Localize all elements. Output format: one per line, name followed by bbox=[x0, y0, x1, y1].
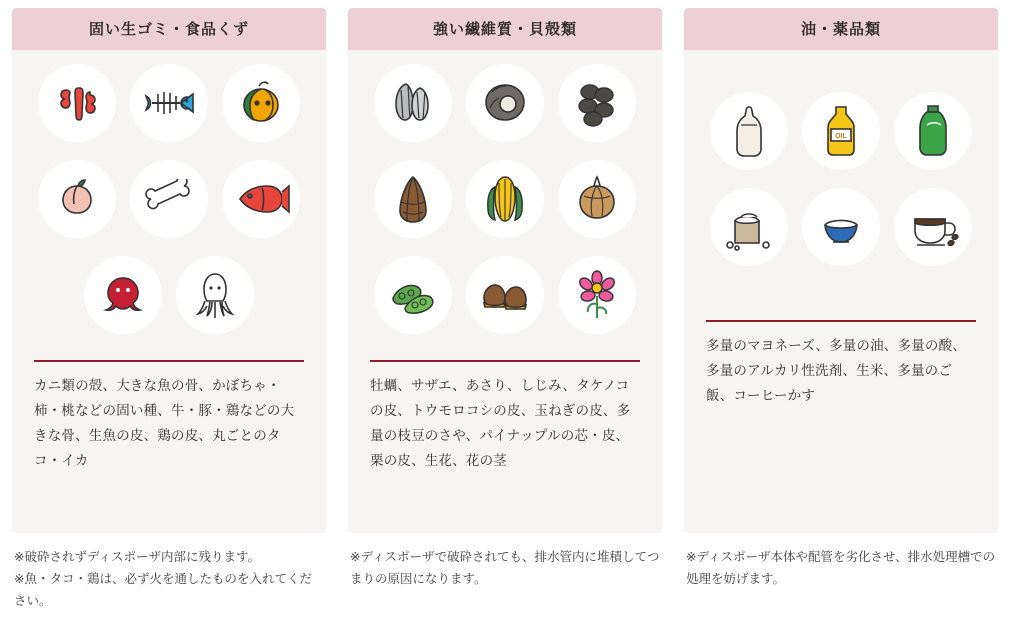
detergent-bottle-icon bbox=[894, 92, 972, 170]
icon-row bbox=[372, 256, 638, 334]
pumpkin-icon bbox=[222, 64, 300, 142]
icon-row bbox=[36, 64, 302, 142]
category-card bbox=[12, 8, 326, 533]
crab-legs-icon bbox=[38, 64, 116, 142]
flower-icon bbox=[558, 256, 636, 334]
icon-row bbox=[708, 188, 974, 266]
category-note bbox=[12, 547, 326, 613]
icon-row bbox=[36, 160, 302, 238]
icon-grid bbox=[684, 50, 998, 278]
divider-wrap bbox=[684, 278, 998, 322]
note-line: ※魚・タコ・鶏は、必ず火を通したものを入れてください。 bbox=[14, 571, 312, 608]
note-line: ※破砕されずディスポーザ内部に残ります。 bbox=[14, 550, 260, 564]
fish-bones-icon bbox=[130, 64, 208, 142]
mayonnaise-bottle-icon bbox=[710, 92, 788, 170]
icon-grid bbox=[348, 50, 662, 346]
divider-wrap bbox=[12, 346, 326, 362]
category-note bbox=[684, 547, 998, 591]
category-column-fibrous-shells bbox=[348, 8, 662, 591]
card-spacer bbox=[348, 492, 662, 533]
divider-wrap bbox=[348, 346, 662, 362]
bone-icon bbox=[130, 160, 208, 238]
peach-icon bbox=[38, 160, 116, 238]
coffee-grounds-icon bbox=[894, 188, 972, 266]
edamame-icon bbox=[374, 256, 452, 334]
corn-icon bbox=[466, 160, 544, 238]
card-spacer bbox=[684, 427, 998, 533]
category-column-oil-chemicals bbox=[684, 8, 998, 591]
note-line: ※ディスポーザで破砕されても、排水管内に堆積してつまりの原因になります。 bbox=[350, 550, 660, 586]
icon-grid bbox=[12, 50, 326, 346]
cooking-oil-bottle-icon bbox=[802, 92, 880, 170]
note-line: ※ディスポーザ本体や配管を劣化させ、排水処理槽での処理を妨げます。 bbox=[686, 550, 996, 586]
chestnut-icon bbox=[466, 256, 544, 334]
category-description: 多量のマヨネーズ、多量の油、多量の酸、多量のアルカリ性洗剤、生米、多量のご飯、コーヒーかす bbox=[706, 338, 967, 403]
turban-shell-icon bbox=[466, 64, 544, 142]
clam-icon bbox=[558, 64, 636, 142]
red-fish-icon bbox=[222, 160, 300, 238]
octopus-icon bbox=[84, 256, 162, 334]
category-columns bbox=[12, 8, 1010, 613]
icon-row bbox=[36, 256, 302, 334]
category-description: 牡蠣、サザエ、あさり、しじみ、タケノコの皮、トウモロコシの皮、玉ねぎの皮、多量の枝豆のさや、パイナップルの芯・皮、栗の皮、生花、花の茎 bbox=[370, 378, 631, 468]
category-note bbox=[348, 547, 662, 591]
bamboo-shoot-icon bbox=[374, 160, 452, 238]
category-description: カニ類の殻、大きな魚の骨、かぼちゃ・柿・桃などの固い種、牛・豚・鶏などの大きな骨、生魚の皮、鶏の皮、丸ごとのタコ・イカ bbox=[34, 378, 295, 468]
category-card bbox=[684, 8, 998, 533]
squid-icon bbox=[176, 256, 254, 334]
card-spacer bbox=[12, 492, 326, 533]
category-header: 油・薬品類 bbox=[684, 8, 998, 50]
category-card bbox=[348, 8, 662, 533]
category-column-hard-food-waste bbox=[12, 8, 326, 613]
oyster-icon bbox=[374, 64, 452, 142]
rice-bag-icon bbox=[710, 188, 788, 266]
icon-row bbox=[708, 92, 974, 170]
svg-text:OIL: OIL bbox=[835, 133, 847, 140]
icon-row bbox=[372, 64, 638, 142]
category-header: 固い生ゴミ・食品くず bbox=[12, 8, 326, 50]
onion-icon bbox=[558, 160, 636, 238]
rice-bowl-icon bbox=[802, 188, 880, 266]
category-header: 強い繊維質・貝殻類 bbox=[348, 8, 662, 50]
icon-row bbox=[372, 160, 638, 238]
